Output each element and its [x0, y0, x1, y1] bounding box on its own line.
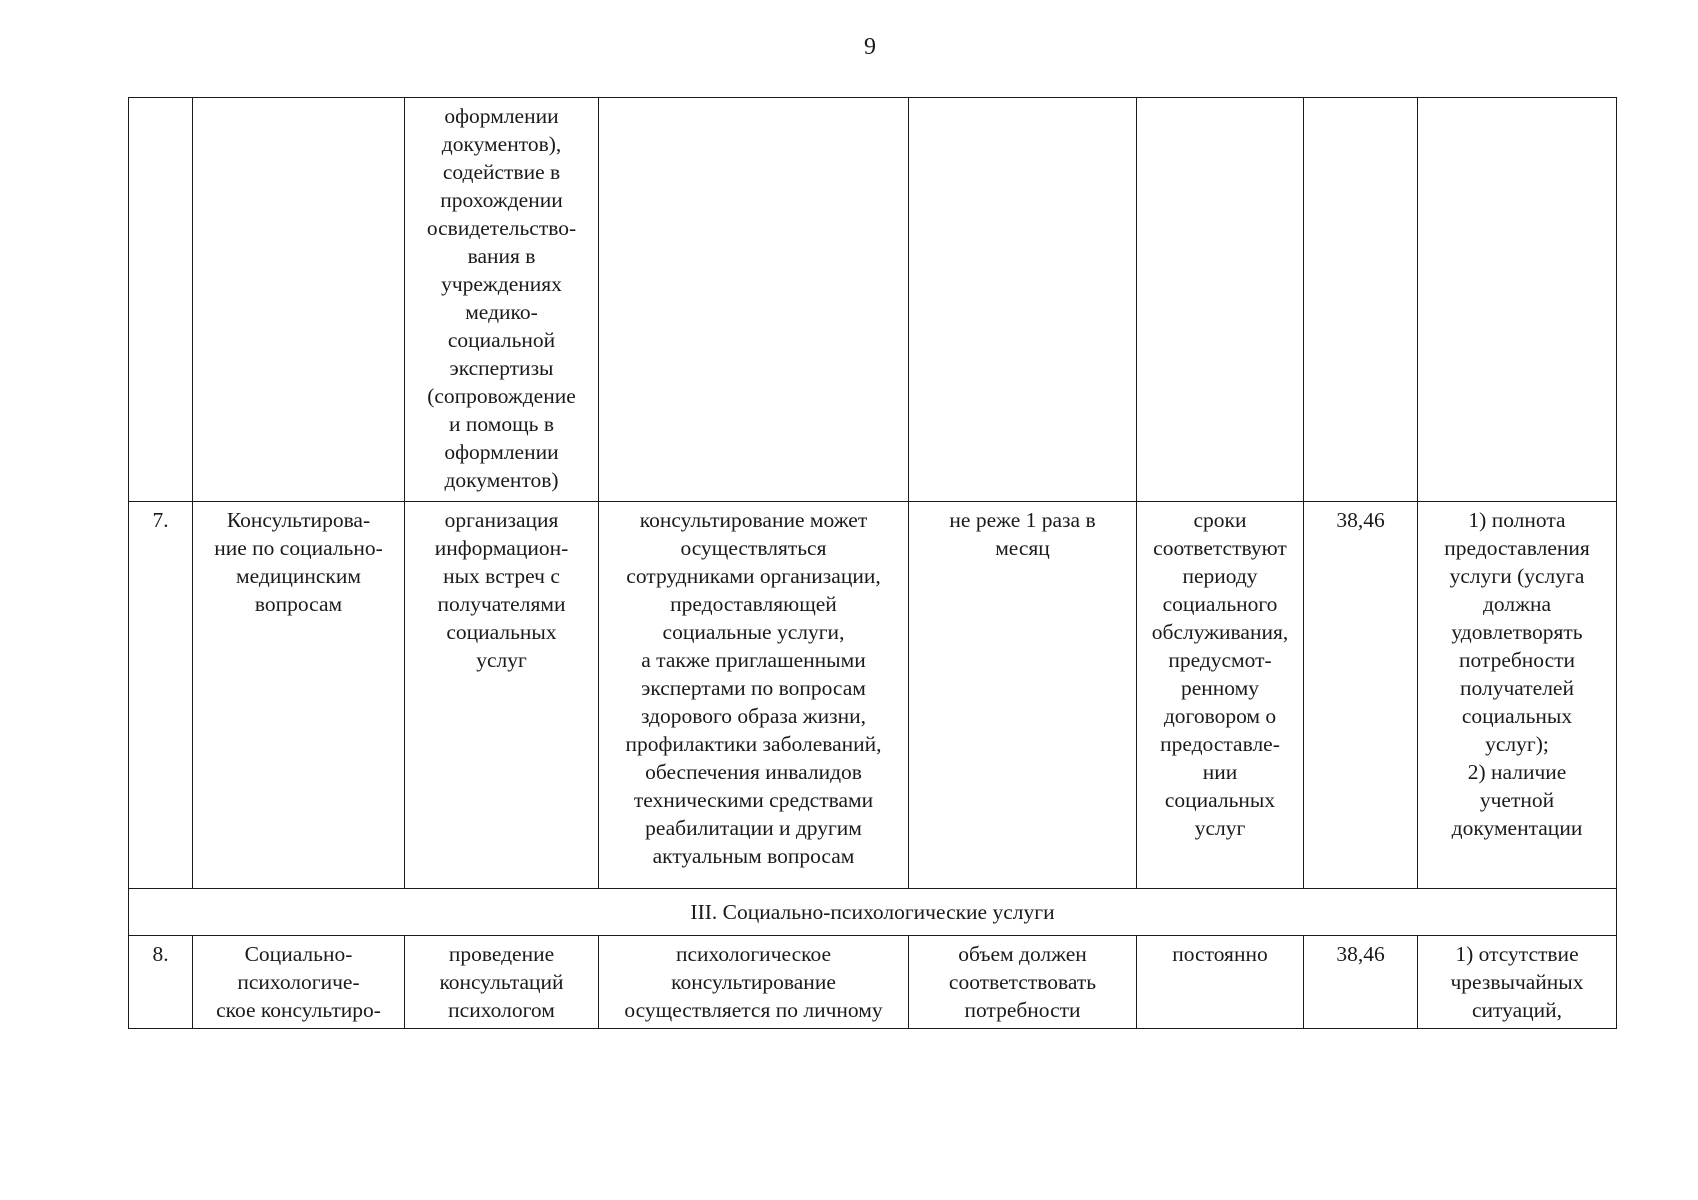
cell-conditions	[599, 98, 909, 502]
cell-periodicity: не реже 1 раза в месяц	[909, 502, 1137, 889]
cell-service-description: оформлении документов), содействие в прохождении освидетельство- вания в учреждениях медико- социальной экспертизы (сопровождение и помощь в оформлении документов)	[405, 98, 599, 502]
cell-service-name	[193, 98, 405, 502]
cell-number: 8.	[129, 936, 193, 1029]
cell-periodicity	[909, 98, 1137, 502]
cell-quality: 1) отсутствие чрезвычайных ситуаций,	[1418, 936, 1617, 1029]
cell-rate: 38,46	[1304, 502, 1418, 889]
services-table	[128, 97, 1617, 1029]
table-row	[129, 936, 1617, 1029]
cell-rate	[1304, 98, 1418, 502]
section-title: III. Социально-психологические услуги	[129, 889, 1617, 936]
cell-conditions: консультирование может осуществляться сотрудниками организации, предоставляющей социальные услуги, а также приглашенными экспертами по вопросам здорового образа жизни, профилактики заболеваний, обеспечения инвалидов техническими средствами реабилитации и другим актуальным вопросам	[599, 502, 909, 889]
cell-terms	[1137, 98, 1304, 502]
cell-number: 7.	[129, 502, 193, 889]
page-number: 9	[864, 34, 876, 60]
cell-number	[129, 98, 193, 502]
cell-quality	[1418, 98, 1617, 502]
table-row	[129, 98, 1617, 502]
cell-terms: сроки соответствуют периоду социального обслуживания, предусмот- ренному договором о предоставле- нии социальных услуг	[1137, 502, 1304, 889]
cell-service-name: Социально- психологиче- ское консультиро-	[193, 936, 405, 1029]
cell-service-name: Консультирова- ние по социально- медицинским вопросам	[193, 502, 405, 889]
section-header-row	[129, 889, 1617, 936]
cell-service-description: проведение консультаций психологом	[405, 936, 599, 1029]
cell-quality: 1) полнота предоставления услуги (услуга должна удовлетворять потребности получателей социальных услуг); 2) наличие учетной документации	[1418, 502, 1617, 889]
cell-service-description: организация информацион- ных встреч с получателями социальных услуг	[405, 502, 599, 889]
cell-rate: 38,46	[1304, 936, 1418, 1029]
cell-periodicity: объем должен соответствовать потребности	[909, 936, 1137, 1029]
table-row	[129, 502, 1617, 889]
cell-conditions: психологическое консультирование осуществляется по личному	[599, 936, 909, 1029]
cell-terms: постоянно	[1137, 936, 1304, 1029]
